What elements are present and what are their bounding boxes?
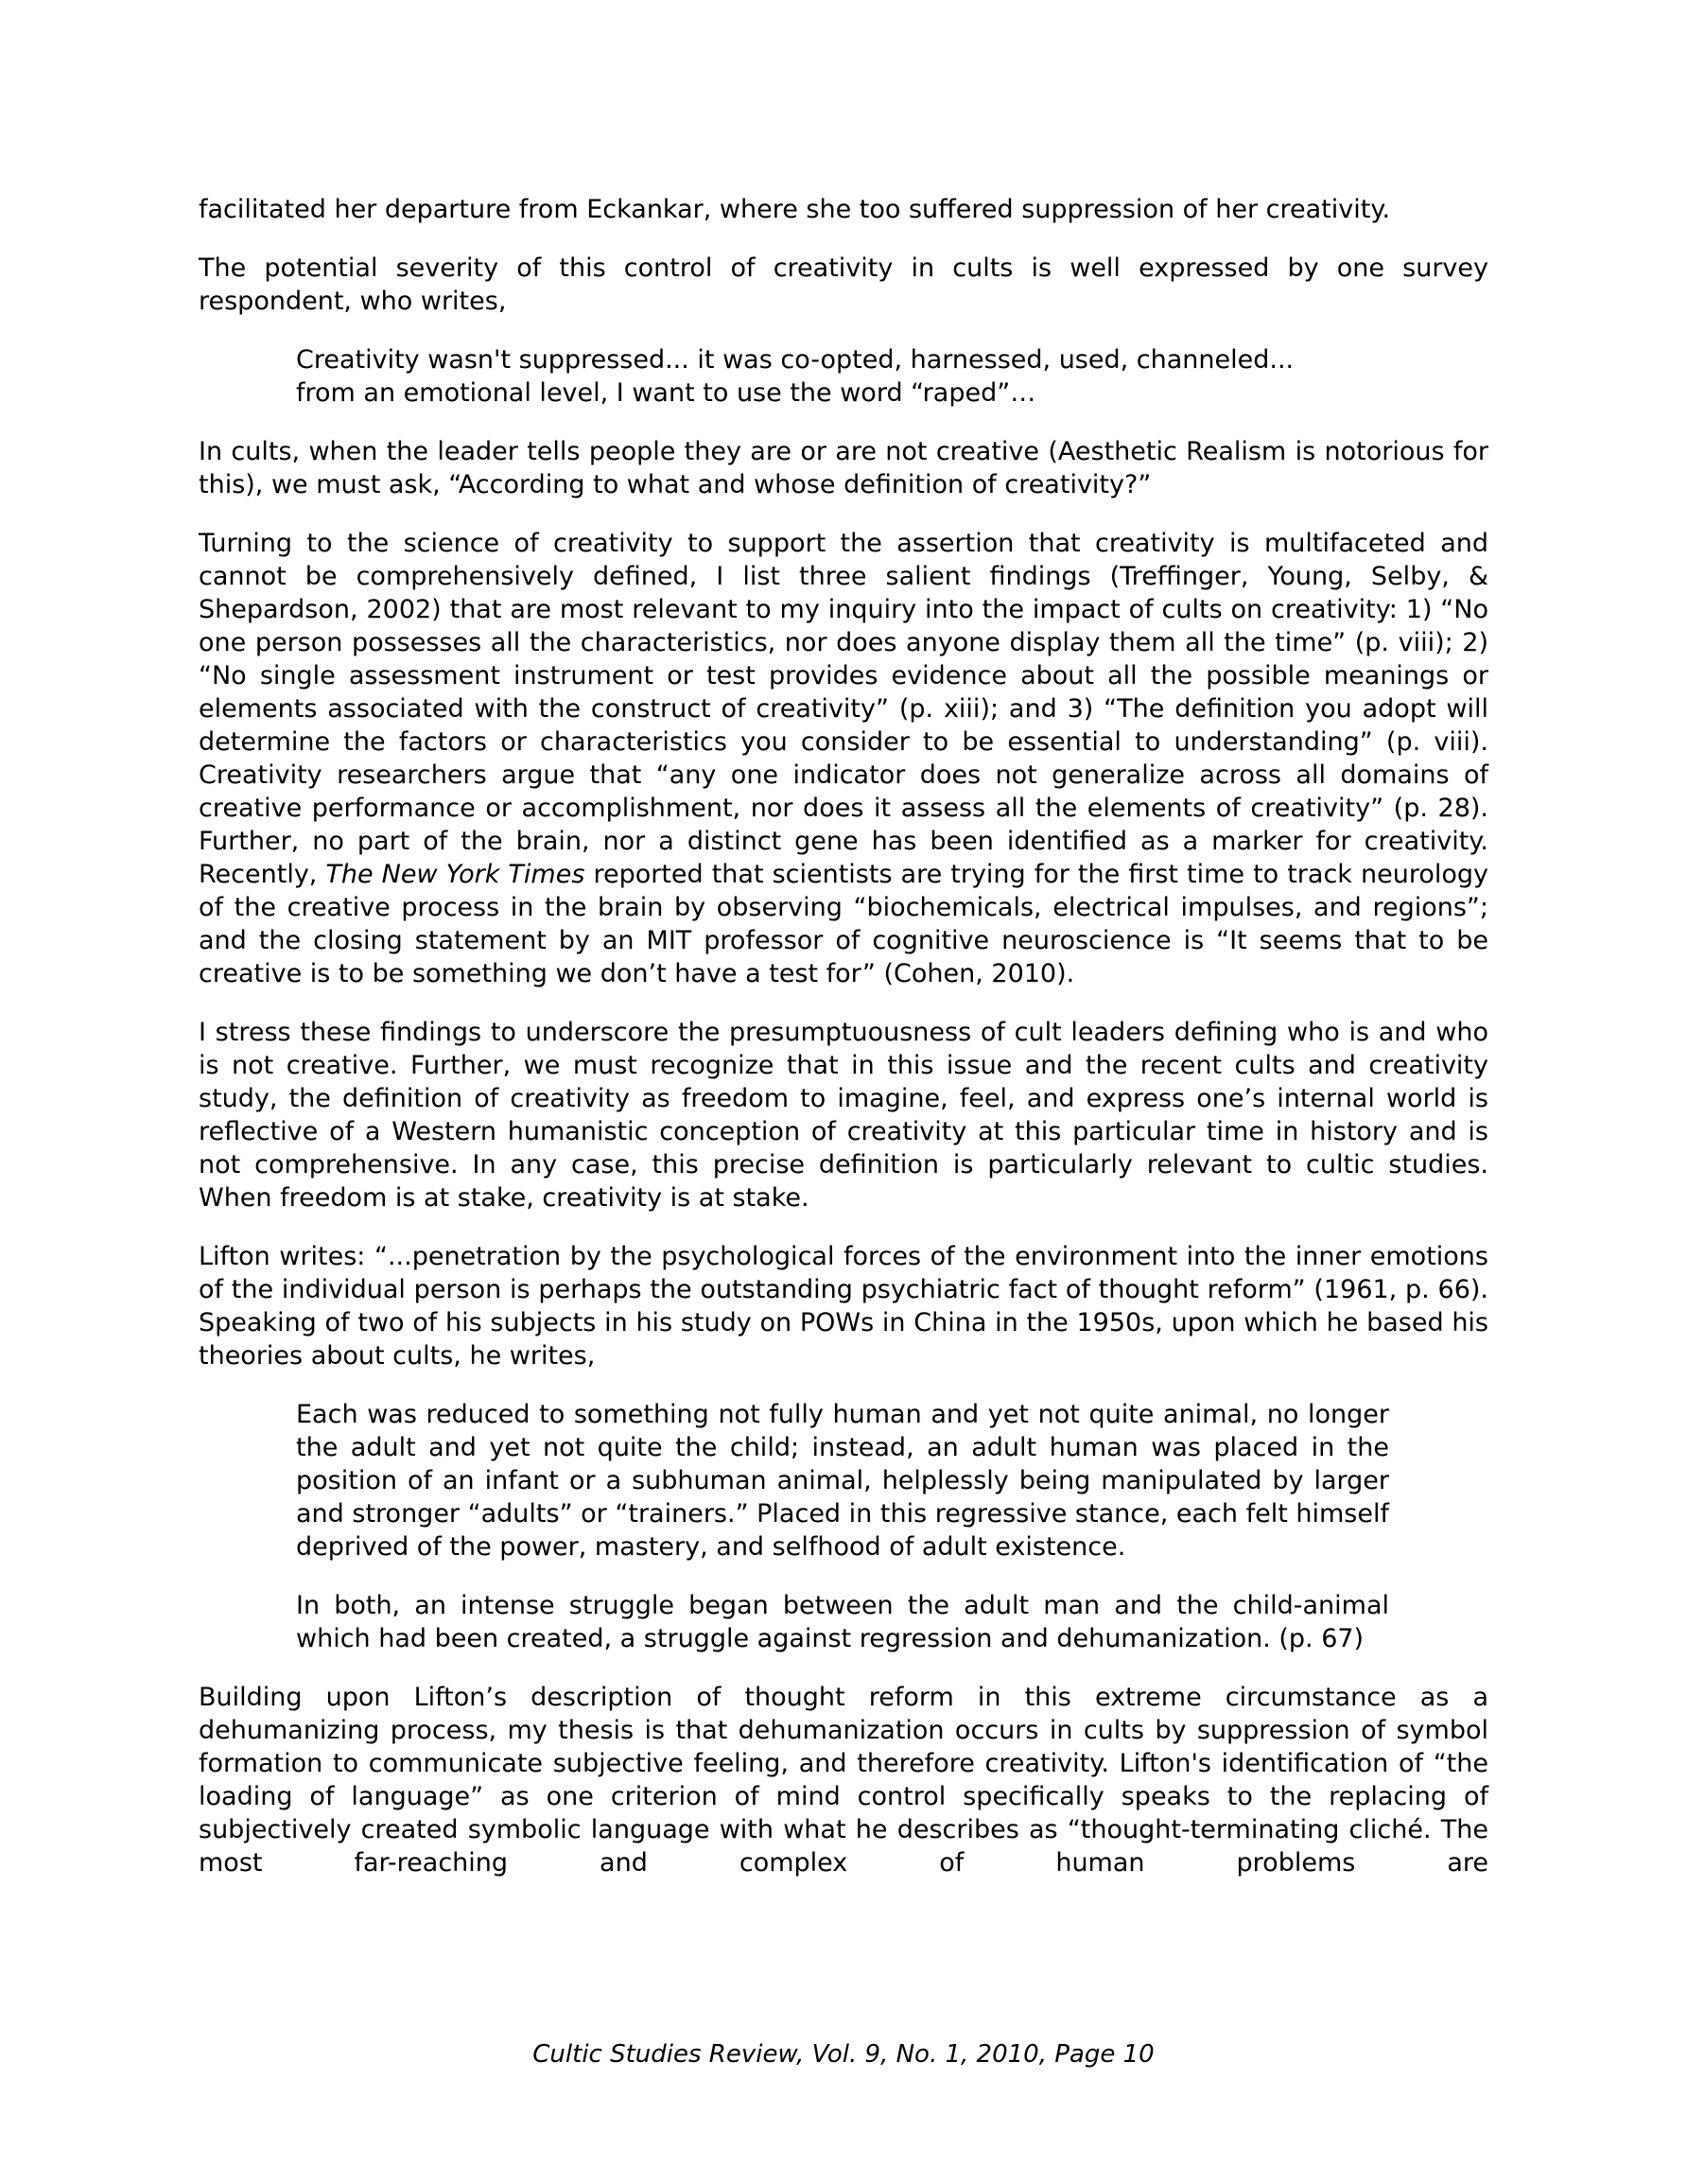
italic-text-run: The New York Times [325,860,585,889]
block-quote [296,1398,1389,1564]
text-run: In cults, when the leader tells people they are or are not creative (Aesthetic Realism is notorious for this), we must ask, “According to what and whose definition of creativity?” [199,437,1488,499]
text-run: Each was reduced to something not fully human and yet not quite animal, no longer the adult and yet not quite the child; instead, an adult human was placed in the position of an infant or a subhuman animal, helplessly being manipulated by larger and stronger “adults” or “trainers.” Placed in this regressive stance, each felt himself deprived of the power, mastery, and selfhood of adult existence. [296,1400,1389,1562]
document-body [199,193,1488,1905]
text-run: Lifton writes: “...penetration by the psychological forces of the environment into the inner emotions of the individual person is perhaps the outstanding psychiatric fact of thought reform” (1961, p. 66). Speaking of two of his subjects in his study on POWs in China in the 1950s, upon which he based his theories about cults, he writes, [199,1242,1488,1371]
text-run: facilitated her departure from Eckankar, where she too suffered suppression of her creativity. [199,195,1391,224]
paragraph [199,527,1488,990]
text-run: reported that scientists are trying for the first time to track neurology of the creative process in the brain by observing “biochemicals, electrical impulses, and regions”; and the closing statement by an MIT professor of cognitive neuroscience is “It seems that to be creative is to be something we don’t have a test for” (Cohen, 2010). [199,860,1488,988]
text-run: In both, an intense struggle began between the adult man and the child-animal which had been created, a struggle against regression and dehumanization. (p. 67) [296,1591,1389,1653]
paragraph [199,193,1488,226]
paragraph [199,1240,1488,1372]
paragraph [199,252,1488,318]
text-run: Building upon Lifton’s description of thought reform in this extreme circumstance as a dehumanizing process, my thesis is that dehumanization occurs in cults by suppression of symbol formation to communicate subjective feeling, and therefore creativity. Lifton's identification of “the loading of language” as one criterion of mind control specifically speaks to the replacing of subjectively created symbolic language with what he describes as “thought-terminating cliché. The most far-reaching and complex of human problems are [199,1683,1488,1878]
text-run: Creativity wasn't suppressed... it was co-opted, harnessed, used, channeled... [296,345,1295,375]
paragraph [199,1016,1488,1214]
block-quote [296,1589,1389,1655]
paragraph [199,1681,1488,1879]
paragraph [199,435,1488,501]
text-run: from an emotional level, I want to use the word “raped”… [296,378,1036,408]
block-quote [296,343,1389,410]
page-footer: Cultic Studies Review, Vol. 9, No. 1, 2010, Page 10 [532,2040,1155,2069]
text-run: Turning to the science of creativity to support the assertion that creativity is multifaceted and cannot be comprehensively defined, I list three salient findings (Treffinger, Young, Selby, & Shepardson, 2002) that are most relevant to my inquiry into the impact of cults on creativity: 1) “No one person possesses all the characteristics, nor does anyone display them all the time” (p. viii); 2) “No single assessment instrument or test provides evidence about all the possible meanings or elements associated with the construct of creativity” (p. xiii); and 3) “The definition you adopt will determine the factors or characteristics you consider to be essential to understanding” (p. viii). Creativity researchers argue that “any one indicator does not generalize across all domains of creative performance or accomplishment, nor does it assess all the elements of creativity” (p. 28). Further, no part of the brain, nor a distinct gene has been identified as a marker for creativity. Recently, [199,529,1488,889]
text-run: The potential severity of this control of creativity in cults is well expressed by one survey respondent, who writes, [199,253,1488,316]
text-run: I stress these findings to underscore the presumptuousness of cult leaders defining who is and who is not creative. Further, we must recognize that in this issue and the recent cults and creativity study, the definition of creativity as freedom to imagine, feel, and express one’s internal world is reflective of a Western humanistic conception of creativity at this particular time in history and is not comprehensive. In any case, this precise definition is particularly relevant to cultic studies. When freedom is at stake, creativity is at stake. [199,1018,1488,1213]
